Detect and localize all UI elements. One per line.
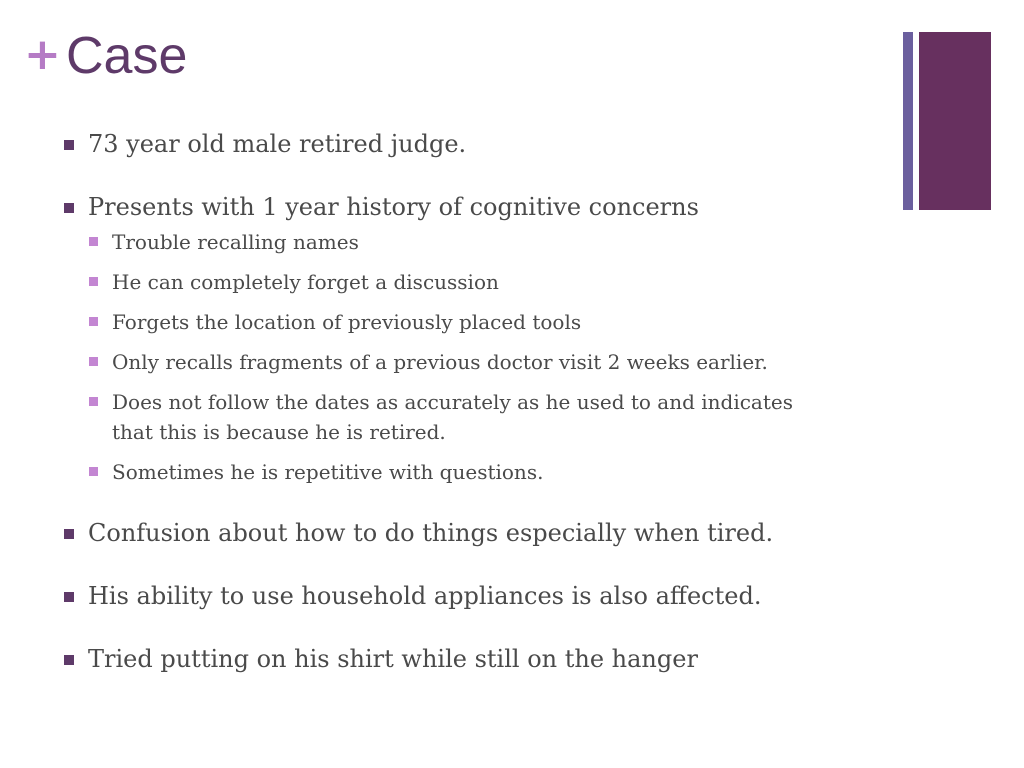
bullet-list — [62, 128, 882, 675]
sub-bullet-text: Trouble recalling names — [112, 230, 359, 254]
bullet-item — [62, 191, 882, 223]
sub-bullet-text: Does not follow the dates as accurately as he used to and indicates that this is because he is retired. — [112, 390, 793, 444]
decorative-bar-thin — [903, 32, 913, 210]
sub-bullet-item — [62, 227, 882, 257]
decorative-bar-thick — [919, 32, 991, 210]
square-bullet-icon — [64, 592, 74, 602]
square-bullet-icon — [89, 237, 98, 246]
sub-bullet-item — [62, 307, 882, 337]
sub-bullet-text: Only recalls fragments of a previous doctor visit 2 weeks earlier. — [112, 350, 768, 374]
sub-bullet-item — [62, 267, 882, 297]
sub-bullet-text: He can completely forget a discussion — [112, 270, 499, 294]
square-bullet-icon — [64, 655, 74, 665]
bullet-item — [62, 517, 882, 549]
bullet-text: 73 year old male retired judge. — [88, 130, 467, 158]
bullet-item — [62, 580, 882, 612]
bullet-text: Presents with 1 year history of cognitive concerns — [88, 193, 699, 221]
bullet-text: Tried putting on his shirt while still on the hanger — [88, 645, 698, 673]
bullet-item — [62, 643, 882, 675]
square-bullet-icon — [89, 317, 98, 326]
plus-icon: + — [24, 29, 61, 80]
sub-bullet-item — [62, 387, 812, 447]
slide-title: Case — [66, 27, 188, 85]
bullet-item — [62, 128, 882, 160]
sub-bullet-text: Sometimes he is repetitive with questions. — [112, 460, 544, 484]
square-bullet-icon — [64, 140, 74, 150]
bullet-text: Confusion about how to do things especially when tired. — [88, 519, 774, 547]
square-bullet-icon — [89, 467, 98, 476]
sub-bullet-item — [62, 347, 882, 377]
square-bullet-icon — [64, 529, 74, 539]
bullet-text: His ability to use household appliances is also affected. — [88, 582, 762, 610]
square-bullet-icon — [89, 277, 98, 286]
square-bullet-icon — [64, 203, 74, 213]
square-bullet-icon — [89, 357, 98, 366]
square-bullet-icon — [89, 397, 98, 406]
sub-bullet-text: Forgets the location of previously placed tools — [112, 310, 582, 334]
sub-bullet-item — [62, 457, 882, 487]
